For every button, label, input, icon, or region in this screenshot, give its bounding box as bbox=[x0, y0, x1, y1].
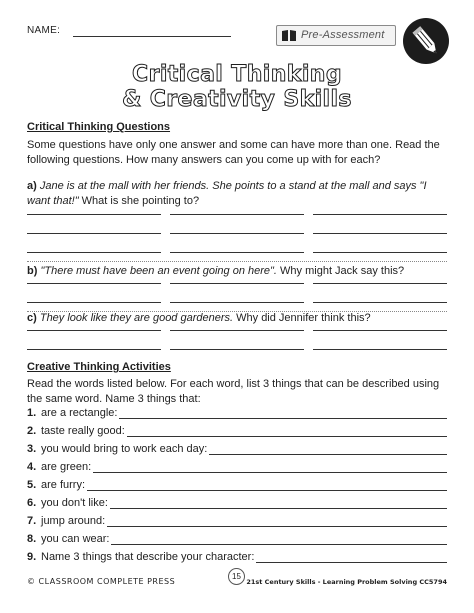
question-a-plain: What is she pointing to? bbox=[78, 195, 200, 207]
item-label: you don't like: bbox=[41, 497, 108, 509]
book-icon bbox=[281, 29, 297, 42]
question-a bbox=[27, 179, 447, 209]
answer-row-b1[interactable] bbox=[27, 283, 447, 285]
item-label: you would bring to work each day: bbox=[41, 443, 208, 455]
list-item[interactable] bbox=[27, 497, 447, 513]
list-item[interactable] bbox=[27, 479, 447, 495]
question-b-letter: b) bbox=[27, 265, 38, 277]
item-label: taste really good: bbox=[41, 425, 125, 437]
creative-intro: Read the words listed below. For each word, list 3 things that can be described using the same word. Name 3 things that: bbox=[27, 378, 440, 405]
item-label: are a rectangle: bbox=[41, 407, 118, 419]
answer-line[interactable] bbox=[41, 490, 447, 491]
series-title: 21st Century Skills - Learning Problem Solving CC5794 bbox=[246, 578, 447, 586]
name-row bbox=[27, 22, 237, 38]
answer-row-c1[interactable] bbox=[27, 330, 447, 332]
creative-heading: Creative Thinking Activities bbox=[27, 361, 171, 373]
list-item[interactable] bbox=[27, 551, 447, 567]
item-number: 3. bbox=[27, 443, 37, 455]
name-label: NAME: bbox=[27, 25, 61, 36]
question-c-letter: c) bbox=[27, 312, 37, 324]
divider bbox=[27, 261, 447, 262]
answer-row-a1[interactable] bbox=[27, 214, 447, 216]
list-item[interactable] bbox=[27, 407, 447, 423]
page-title-line2: & Creativity Skills bbox=[122, 87, 352, 112]
question-b-italic: "There must have been an event going on here". bbox=[40, 265, 277, 277]
list-item[interactable] bbox=[27, 515, 447, 531]
answer-line[interactable] bbox=[41, 472, 447, 473]
list-item[interactable] bbox=[27, 443, 447, 459]
publisher-logo: © CLASSROOM COMPLETE PRESS bbox=[27, 577, 176, 586]
name-field[interactable] bbox=[73, 36, 231, 37]
list-item[interactable] bbox=[27, 461, 447, 477]
item-label: you can wear: bbox=[41, 533, 110, 545]
item-number: 8. bbox=[27, 533, 37, 545]
question-b-plain: Why might Jack say this? bbox=[276, 265, 405, 277]
question-b bbox=[27, 264, 447, 279]
item-label: jump around: bbox=[41, 515, 106, 527]
item-label: Name 3 things that describe your character: bbox=[41, 551, 255, 563]
critical-intro: Some questions have only one answer and some can have more than one. Read the following questions. How many answers can you come up with for each? bbox=[27, 139, 440, 166]
item-label: are green: bbox=[41, 461, 92, 473]
item-number: 5. bbox=[27, 479, 37, 491]
answer-row-a3[interactable] bbox=[27, 252, 447, 254]
pencil-icon bbox=[403, 18, 449, 64]
list-item[interactable] bbox=[27, 425, 447, 441]
question-c-italic: They look like they are good gardeners. bbox=[39, 312, 234, 324]
answer-row-b2[interactable] bbox=[27, 302, 447, 304]
pre-assessment-banner bbox=[276, 25, 396, 46]
item-number: 6. bbox=[27, 497, 37, 509]
list-item[interactable] bbox=[27, 533, 447, 549]
question-c bbox=[27, 311, 447, 326]
answer-row-c2[interactable] bbox=[27, 349, 447, 351]
item-number: 4. bbox=[27, 461, 37, 473]
page-number: 15 bbox=[228, 568, 245, 585]
banner-label: Pre-Assessment bbox=[301, 29, 385, 41]
item-number: 9. bbox=[27, 551, 37, 563]
question-a-italic: Jane is at the mall with her friends. She points to a stand at the mall and says "I want that!" bbox=[27, 180, 427, 207]
item-number: 2. bbox=[27, 425, 37, 437]
critical-heading: Critical Thinking Questions bbox=[27, 121, 171, 133]
page-title-line1: Critical Thinking bbox=[132, 62, 342, 87]
question-a-letter: a) bbox=[27, 180, 37, 192]
question-c-plain: Why did Jennifer think this? bbox=[233, 312, 371, 324]
item-number: 7. bbox=[27, 515, 37, 527]
item-label: are furry: bbox=[41, 479, 86, 491]
item-number: 1. bbox=[27, 407, 37, 419]
answer-row-a2[interactable] bbox=[27, 233, 447, 235]
